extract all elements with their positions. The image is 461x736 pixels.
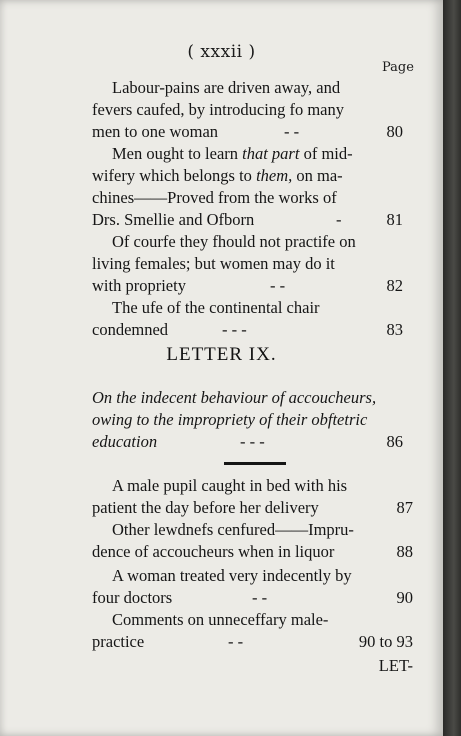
page-number: 80 — [386, 122, 403, 141]
leader-dashes: - - - — [240, 432, 265, 451]
page-number: 81 — [386, 210, 403, 229]
leader-dashes: - — [336, 210, 342, 229]
page-number: 88 — [396, 542, 413, 561]
page-number: 90 to 93 — [358, 632, 413, 651]
page-column-label: Page — [382, 60, 414, 75]
page-number: 82 — [386, 276, 403, 295]
page-number: 86 — [386, 432, 403, 451]
leader-dashes: - - - — [222, 320, 247, 339]
leader-dashes: - - — [284, 122, 300, 141]
section-rule — [224, 462, 286, 465]
letter-heading: LETTER IX. — [166, 344, 277, 365]
book-edge — [443, 0, 461, 736]
leader-dashes: - - — [270, 276, 286, 295]
book-page: ( xxxii ) Page Labour-pains are driven away, and fevers caufed, by introducing fo many men to one woman - - 80 Men ought to learn that part of mid- wifery which belongs to them, on ma- chines——Proved from the works of Drs. Smellie and Ofborn - 81 Of courfe they fhould not practife on living females; but women may do it with propriety - - 82 The ufe of the continental chair condemned - - - 83 LETTER IX. On the indecent behaviour of accoucheurs, owing to the impropriety of their obftetric education - - - 86 A male pupil caught in bed with his patient the day before her delivery 87 Other lewdnefs cenfured——Impru- dence of accoucheurs when in liquor 88 A woman treated very indecently by four doctors - - 90 Comments on unneceffary male- practice - - 90 to 93 LET- — [0, 0, 443, 736]
page-number: 90 — [396, 588, 413, 607]
catchword: LET- — [378, 656, 413, 675]
page-number: 83 — [386, 320, 403, 339]
leader-dashes: - - — [252, 588, 268, 607]
leader-dashes: - - — [228, 632, 244, 651]
page-header: ( xxxii ) — [187, 42, 256, 62]
page-number: 87 — [396, 498, 413, 517]
